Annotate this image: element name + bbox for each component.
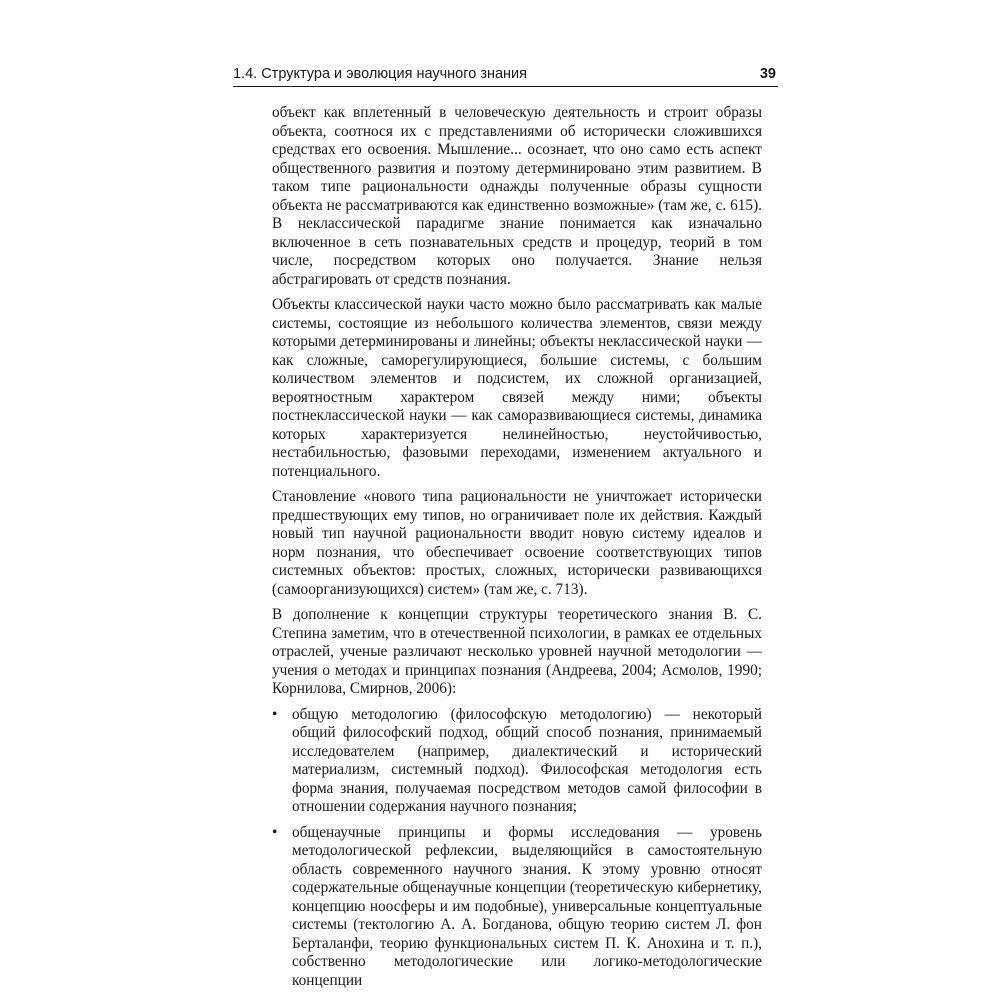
paragraph: Объекты классической науки часто можно было рассматривать как малые системы, состоящие из небольшого количества элементов, связи между которыми детерминированы и линейны; объекты неклассической науки — как сложные, саморегулирующиеся, большие системы, с большим количеством элементов и подсистем, их сложной организацией, вероятностным характером связей между ними; объекты постнеклассической науки — как саморазвивающиеся системы, динамика которых характеризуется нелинейностью, неустойчивостью, нестабильностью, фазовыми переходами, изменением актуального и потенциального. bbox=[272, 296, 762, 480]
paragraph: Становление «нового типа рациональности не уничтожает исторически предшествующих ему типов, но ограничивает поле их действия. Каждый новый тип научной рациональности вводит новую систему идеалов и норм познания, что обеспечивает освоение соответствующих типов системных объектов: простых, сложных, исторически развивающихся (самоорганизующихся) систем» (там же, с. 713). bbox=[272, 488, 762, 598]
bullet-marker: • bbox=[272, 705, 278, 723]
page-body bbox=[272, 104, 762, 997]
paragraph: В дополнение к концепции структуры теоретического знания В. С. Степина заметим, что в отечественной психологии, в рамках ее отдельных отраслей, ученые различают несколько уровней научной методологии — учения о методах и принципах познания (Андреева, 2004; Асмолов, 1990; Корнилова, Смирнов, 2006): bbox=[272, 606, 762, 697]
section-title: 1.4. Структура и эволюция научного знания bbox=[233, 66, 527, 82]
list-item-text: общую методологию (философскую методологию) — некоторый общий философский подход, общий способ познания, принимаемый исследователем (например, диалектический и исторический материализм, системный подход). Философская методология есть форма знания, получаемая посредством методов самой философии в отношении содержания научного познания; bbox=[292, 705, 762, 815]
page-number: 39 bbox=[759, 66, 776, 82]
bullet-list bbox=[272, 706, 762, 991]
paragraph: объект как вплетенный в человеческую деятельность и строит образы объекта, соотнося их с представлениями об исторически сложившихся средствах его освоения. Мышление... осознает, что оно само есть аспект общественного развития и поэтому детерминировано этим развитием. В таком типе рациональности однажды полученные образы сущности объекта не рассматриваются как единственно возможные» (там же, с. 615). В неклассической парадигме знание понимается как изначально включенное в сеть познавательных средств и процедур, теорий в том числе, посредством которых оно получается. Знание нельзя абстрагировать от средств познания. bbox=[272, 104, 762, 288]
list-item-text: общенаучные принципы и формы исследования — уровень методологической рефлексии, выделяющийся в самостоятельную область современного научного знания. К этому уровню относят содержательные общенаучные концепции (теоретическую кибернетику, концепцию ноосферы и им подобные), универсальные концептуальные системы (тектологию А. А. Богданова, общую теорию систем Л. фон Берталанфи, теорию функциональных систем П. К. Анохина и т. п.), собственно методологические или логико-методологические концепции bbox=[292, 823, 762, 989]
list-item bbox=[272, 824, 762, 991]
list-item bbox=[272, 706, 762, 817]
bullet-marker: • bbox=[272, 823, 278, 841]
running-header bbox=[233, 64, 778, 87]
